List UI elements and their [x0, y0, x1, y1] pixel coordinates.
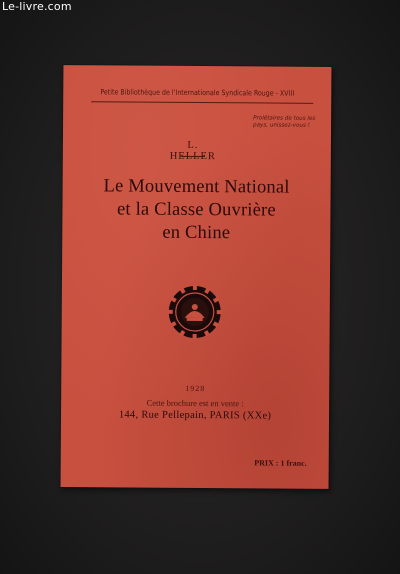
author-rule: [181, 156, 205, 157]
publisher-address: 144, Rue Pellepain, PARIS (XXe): [118, 409, 272, 422]
header-rule: [91, 101, 313, 104]
author: L. HELLER: [169, 139, 217, 163]
series-header: Petite Bibliothèque de l'Internationale Syndicale Rouge - XVIII: [100, 87, 295, 98]
watermark: Le-livre.com: [2, 0, 72, 13]
booklet-cover: [61, 65, 332, 489]
title-line: en Chine: [162, 222, 231, 244]
publication-year: 1928: [185, 383, 206, 394]
price: PRIX : 1 franc.: [254, 458, 307, 468]
book-title: [62, 175, 330, 246]
sale-label: Cette brochure est en vente :: [146, 397, 244, 409]
slogan: Prolétaires de tous les pays, unissez-vous !: [253, 115, 316, 129]
title-line: Le Mouvement National: [103, 176, 290, 198]
gear-emblem-icon: [167, 284, 223, 340]
title-line: et la Classe Ouvrière: [116, 199, 276, 221]
